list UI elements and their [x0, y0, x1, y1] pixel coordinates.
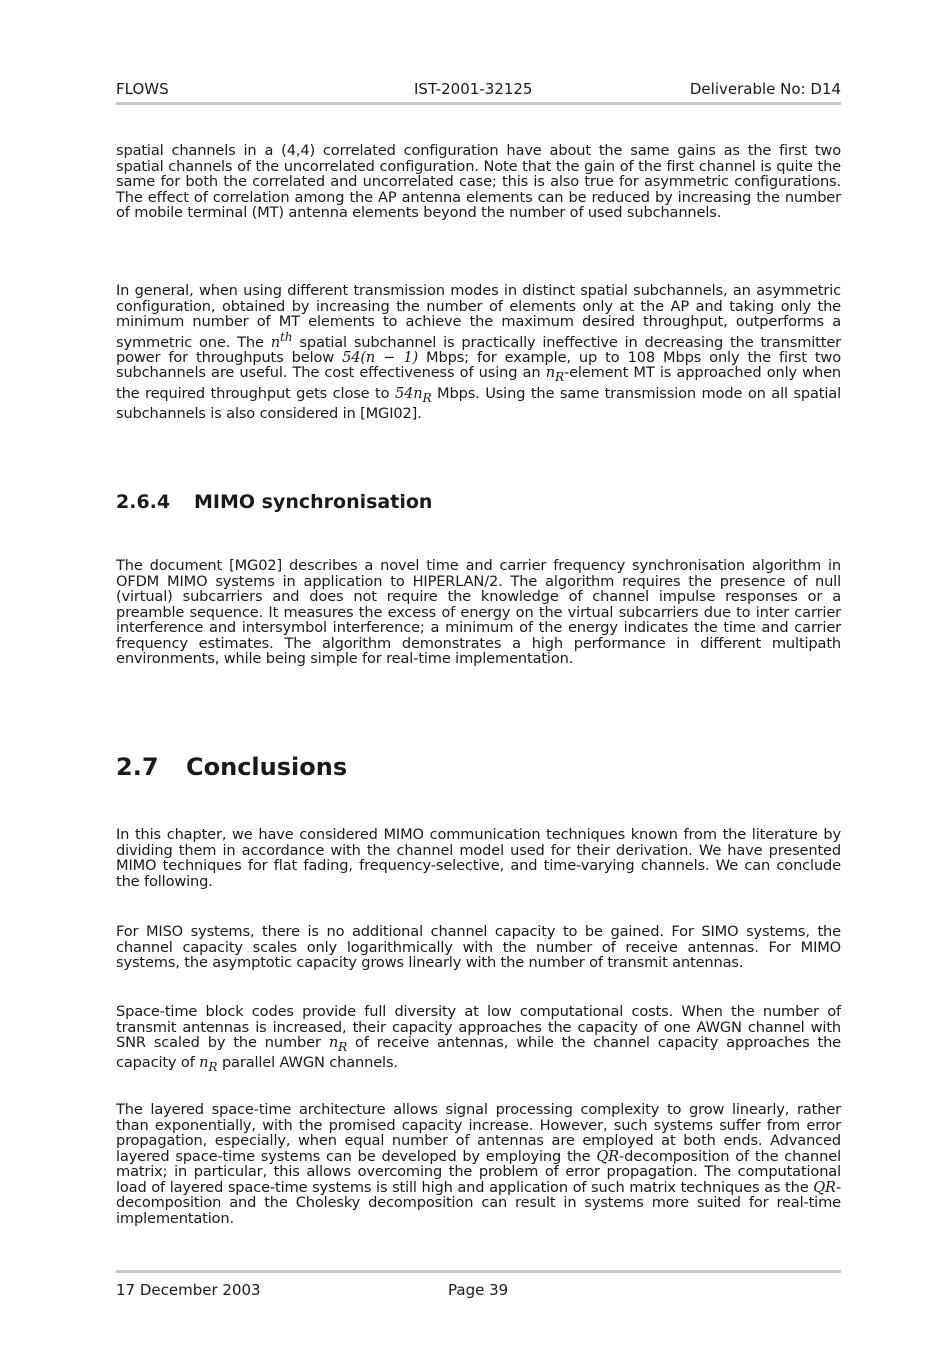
footer-date: 17 December 2003 [116, 1281, 261, 1299]
paragraph-space-time-codes: Space-time block codes provide full diversity at low computational costs. When the number of transmit antennas is increased, their capacity approaches the capacity of one AWGN channel with SNR scaled by the number $n_R$ of receive antennas, while the channel capacity approaches the capacity of $n_R$ parallel AWGN channels. [116, 1003, 841, 1075]
paragraph-asymmetric-config: In general, when using different transmission modes in distinct spatial subchannels, an asymmetric configuration, obtained by increasing the number of elements only at the AP and taking only the minimum number of MT elements to achieve the maximum desired throughput, outperforms a symmetric one. The $n^{th}$ spatial subchannel is practically ineffective in decreasing the transmitter power for throughputs below 54(n − 1) Mbps; for example, up to 108 Mbps only the first two subchannels are useful. The cost effectiveness of using an $n_R$-element MT is approached only when the required throughput gets close to $54n_R$ Mbps. Using the same transmission mode on all spatial subchannels is also considered in [MGI02]. [116, 282, 842, 423]
paragraph-miso-simo: For MISO systems, there is no additional channel capacity to be gained. For SIMO systems, the channel capacity scales only logarithmically with the number of receive antennas. For MIMO systems, the asymptotic capacity grows linearly with the number of transmit antennas. [116, 923, 841, 971]
document-page [116, 0, 841, 1347]
page-header [116, 80, 841, 100]
footer-page-number: Page 39 [448, 1281, 509, 1299]
section-heading-mimo-synchronisation: 2.6.4 MIMO synchronisation [116, 491, 433, 513]
paragraph-layered-architecture: The layered space-time architecture allows signal processing complexity to grow linearly, rather than exponentially, with the promised capacity increase. However, such systems suffer from error propagation, especially, when equal number of antennas are employed at both ends. Advanced layered space-time systems can be developed by employing the QR-decomposition of the channel matrix; in particular, this allows overcoming the problem of error propagation. The computational load of layered space-time systems is still high and application of such matrix techniques as the QR-decomposition and the Cholesky decomposition can result in systems more suited for real-time implementation. [116, 1101, 841, 1227]
paragraph-chapter-summary: In this chapter, we have considered MIMO communication techniques known from the literature by dividing them in accordance with the channel model used for their derivation. We have presented MIMO techniques for flat fading, frequency-selective, and time-varying channels. We can conclude the following. [116, 826, 841, 890]
page-footer [116, 1281, 841, 1301]
header-project-id: IST-2001-32125 [414, 80, 533, 98]
header-rule [116, 102, 841, 105]
header-deliverable: Deliverable No: D14 [689, 80, 841, 98]
paragraph-correlation: spatial channels in a (4,4) correlated configuration have about the same gains as the first two spatial channels of the uncorrelated configuration. Note that the gain of the first channel is quite the same for both the correlated and uncorrelated case; this is also true for asymmetric configurations. The effect of correlation among the AP antenna elements can be reduced by increasing the number of mobile terminal (MT) antenna elements beyond the number of used subchannels. [116, 142, 841, 221]
paragraph-synchronisation: The document [MG02] describes a novel time and carrier frequency synchronisation algorithm in OFDM MIMO systems in application to HIPERLAN/2. The algorithm requires the presence of null (virtual) subcarriers and does not require the knowledge of channel impulse responses or a preamble sequence. It measures the excess of energy on the virtual subcarriers due to inter carrier interference and intersymbol interference; a minimum of the energy indicates the time and carrier frequency estimates. The algorithm demonstrates a high performance in different multipath environments, while being simple for real-time implementation. [116, 557, 841, 667]
footer-rule [116, 1270, 841, 1273]
section-heading-conclusions: 2.7 Conclusions [116, 753, 348, 781]
header-project-name: FLOWS [116, 80, 169, 98]
